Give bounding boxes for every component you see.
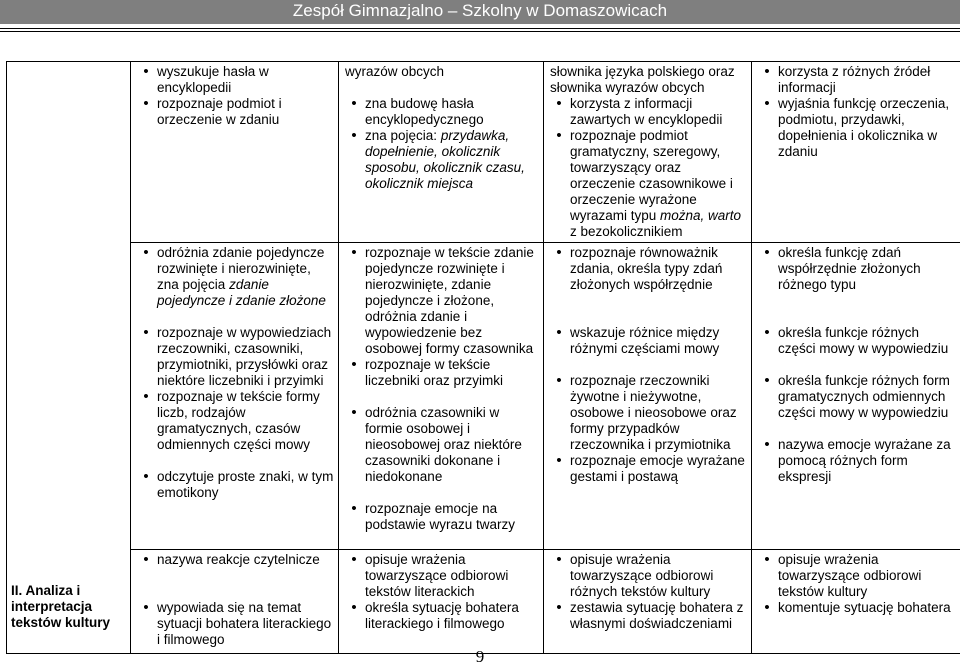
text-run: nazywa reakcje czytelnicze [157,552,320,567]
bullet-item [548,128,747,240]
text-run: określa sytuację bohatera literackiego i filmowego [365,600,519,631]
text-run: odczytuje proste znaki, w tym emotikony [157,469,333,500]
bullet-item [548,245,747,293]
level-cell [544,243,752,550]
spacer [756,357,956,373]
bullet-icon: • [135,245,157,261]
level-cell [752,243,960,550]
section-label: II. Analiza i interpretacja tekstów kultury [7,62,131,654]
spacer [756,309,956,325]
spacer [756,421,956,437]
bullet-icon: • [756,437,778,453]
level-cell [544,550,752,654]
bullet-icon: • [343,405,365,421]
bullet-icon: • [756,600,778,616]
text-run: wyjaśnia funkcję orzeczenia, podmiotu, przydawki, dopełnienia i okolicznika w zdaniu [778,96,949,159]
bullet-item [135,64,334,96]
level-cell [752,62,960,243]
bullet-icon: • [548,453,570,469]
text-run: zna budowę hasła encyklopedycznego [365,96,484,127]
text-run: wyszukuje hasła w encyklopedii [157,64,269,95]
bullet-icon: • [135,64,157,80]
bullet-text [570,552,747,600]
bullet-text [365,357,539,389]
bullet-text [365,600,539,632]
bullet-icon: • [135,469,157,485]
bullet-item [343,357,539,389]
level-cell [131,243,339,550]
bullet-item [135,600,334,648]
requirements-table [6,61,960,654]
bullet-text [157,469,334,501]
bullet-item [548,552,747,600]
text-run: określa funkcje różnych form gramatycznych odmiennych części mowy w wypowiedziu [778,373,950,420]
bullet-icon: • [548,325,570,341]
bullet-icon: • [756,325,778,341]
text-run: opisuje wrażenia towarzyszące odbiorowi różnych tekstów kultury [570,552,713,599]
bullet-text [778,552,956,600]
bullet-icon: • [756,96,778,112]
bullet-icon: • [135,325,157,341]
bullet-item [756,437,956,485]
bullet-text [778,96,956,160]
bullet-text [365,128,539,192]
bullet-text [365,96,539,128]
bullet-icon: • [135,600,157,616]
spacer [135,568,334,584]
level-cell [339,243,544,550]
bullet-text [570,600,747,632]
bullet-text [570,453,747,485]
bullet-text [570,373,747,453]
bullet-item [135,389,334,453]
bullet-text [778,437,956,485]
page-header: Zespół Gimnazjalno – Szkolny w Domaszowicach [0,0,960,24]
bullet-icon: • [343,128,365,144]
bullet-icon: • [548,245,570,261]
bullet-item [135,245,334,309]
bullet-item [756,552,956,600]
text-run: opisuje wrażenia towarzyszące odbiorowi tekstów kultury [778,552,921,599]
bullet-icon: • [343,600,365,616]
bullet-text [365,501,539,533]
bullet-item [756,325,956,357]
page-number: 9 [470,648,490,666]
bullet-text [365,245,539,357]
bullet-text [157,96,334,128]
bullet-text [157,389,334,453]
italic-term: zdanie pojedyncze i zdanie złożone [157,277,326,308]
text-run: nazywa emocje wyrażane za pomocą różnych form ekspresji [778,437,951,484]
level-cell [752,550,960,654]
bullet-item [548,453,747,485]
bullet-item [548,600,747,632]
level-cell [339,62,544,243]
bullet-item [343,245,539,357]
text-run: określa funkcję zdań współrzędnie złożonych różnego typu [778,245,921,292]
bullet-icon: • [135,552,157,568]
bullet-icon: • [756,64,778,80]
bullet-item [343,600,539,632]
bullet-icon: • [343,552,365,568]
bullet-item [135,96,334,128]
level-cell [339,550,544,654]
bullet-item [343,128,539,192]
bullet-text [778,325,956,357]
bullet-icon: • [343,96,365,112]
bullet-icon: • [756,245,778,261]
bullet-icon: • [548,128,570,144]
spacer [343,80,539,96]
bullet-item [343,552,539,600]
spacer [548,293,747,309]
bullet-icon: • [548,96,570,112]
text-run: komentuje sytuację bohatera [778,600,951,615]
text-run: opisuje wrażenia towarzyszące odbiorowi tekstów literackich [365,552,508,599]
italic-term: przydawka, dopełnienie, okolicznik sposobu, okolicznik czasu, okolicznik miejsca [365,128,525,191]
level-cell [131,550,339,654]
bullet-item [135,552,334,568]
bullet-text [570,96,747,128]
text-run: wskazuje różnice między różnymi częściami mowy [570,325,719,356]
bullet-item [548,96,747,128]
spacer [135,309,334,325]
bullet-item [756,96,956,160]
bullet-icon: • [343,245,365,261]
bullet-text [570,128,747,240]
text-run: zna pojęcia: [365,128,441,143]
text-run: rozpoznaje w tekście liczebniki oraz przyimki [365,357,503,388]
bullet-text [157,552,334,568]
cell-continuation-text: wyrazów obcych [343,64,539,80]
bullet-icon: • [135,389,157,405]
bullet-item [548,325,747,357]
cell-continuation-text: słownika języka polskiego oraz słownika wyrazów obcych [548,64,747,96]
italic-term: można, warto [660,208,741,223]
bullet-text [157,325,334,389]
bullet-item [548,373,747,453]
bullet-item [756,600,956,616]
bullet-item [756,64,956,96]
table-row [7,62,960,243]
spacer [135,584,334,600]
bullet-text [157,64,334,96]
bullet-icon: • [756,552,778,568]
bullet-text [778,245,956,293]
bullet-item [343,96,539,128]
bullet-item [135,469,334,501]
spacer [548,309,747,325]
spacer [135,453,334,469]
spacer [548,357,747,373]
table-row [7,550,960,654]
text-run: korzysta z różnych źródeł informacji [778,64,930,95]
text-run: rozpoznaje w wypowiedziach rzeczowniki, czasowniki, przymiotniki, przysłówki oraz niektóre liczebniki i przyimki [157,325,331,388]
text-run: zestawia sytuację bohatera z własnymi doświadczeniami [570,600,743,631]
text-run: z bezokolicznikiem [570,224,683,239]
bullet-item [343,405,539,485]
bullet-item [756,373,956,421]
bullet-icon: • [756,373,778,389]
header-rule-thin [0,31,960,32]
text-run: rozpoznaje w tekście zdanie pojedyncze rozwinięte i nierozwinięte, zdanie pojedyncze i złożone, odróżnia zdanie i wypowiedzenie bez osobowej formy czasownika [365,245,534,356]
text-run: rozpoznaje emocje wyrażane gestami i postawą [570,453,745,484]
spacer [343,485,539,501]
text-run: odróżnia czasowniki w formie osobowej i nieosobowej oraz niektóre czasowniki dokonane i niedokonane [365,405,522,484]
bullet-icon: • [548,373,570,389]
bullet-text [778,373,956,421]
text-run: odróżnia zdanie pojedyncze rozwinięte i nierozwinięte, zna pojęcia [157,245,324,292]
bullet-text [365,405,539,485]
text-run: określa funkcje różnych części mowy w wypowiedziu [778,325,948,356]
header-rule [0,28,960,29]
bullet-item [135,325,334,389]
level-cell [131,62,339,243]
text-run: korzysta z informacji zawartych w encyklopedii [570,96,722,127]
bullet-icon: • [343,501,365,517]
text-run: rozpoznaje podmiot i orzeczenie w zdaniu [157,96,282,127]
text-run: rozpoznaje w tekście formy liczb, rodzajów gramatycznych, czasów odmiennych części mowy [157,389,320,452]
bullet-icon: • [548,600,570,616]
spacer [343,389,539,405]
bullet-text [157,245,334,309]
text-run: rozpoznaje równoważnik zdania, określa typy zdań złożonych współrzędnie [570,245,722,292]
table-row [7,243,960,550]
text-run: rozpoznaje rzeczowniki żywotne i nieżywotne, osobowe i nieosobowe oraz formy przypadków rzeczownika i przymiotnika [570,373,737,452]
bullet-icon: • [548,552,570,568]
spacer [756,293,956,309]
text-run: rozpoznaje emocje na podstawie wyrazu twarzy [365,501,515,532]
bullet-item [343,501,539,533]
bullet-icon: • [343,357,365,373]
level-cell [544,62,752,243]
bullet-icon: • [135,96,157,112]
bullet-text [570,245,747,293]
bullet-text [778,64,956,96]
bullet-item [756,245,956,293]
bullet-text [778,600,956,616]
bullet-text [157,600,334,648]
text-run: rozpoznaje podmiot gramatyczny, szeregowy, towarzyszący oraz orzeczenie czasownikowe i orzeczenie wyrażone wyrazami typu [570,128,733,223]
text-run: wypowiada się na temat sytuacji bohatera literackiego i filmowego [157,600,331,647]
bullet-text [365,552,539,600]
bullet-text [570,325,747,357]
